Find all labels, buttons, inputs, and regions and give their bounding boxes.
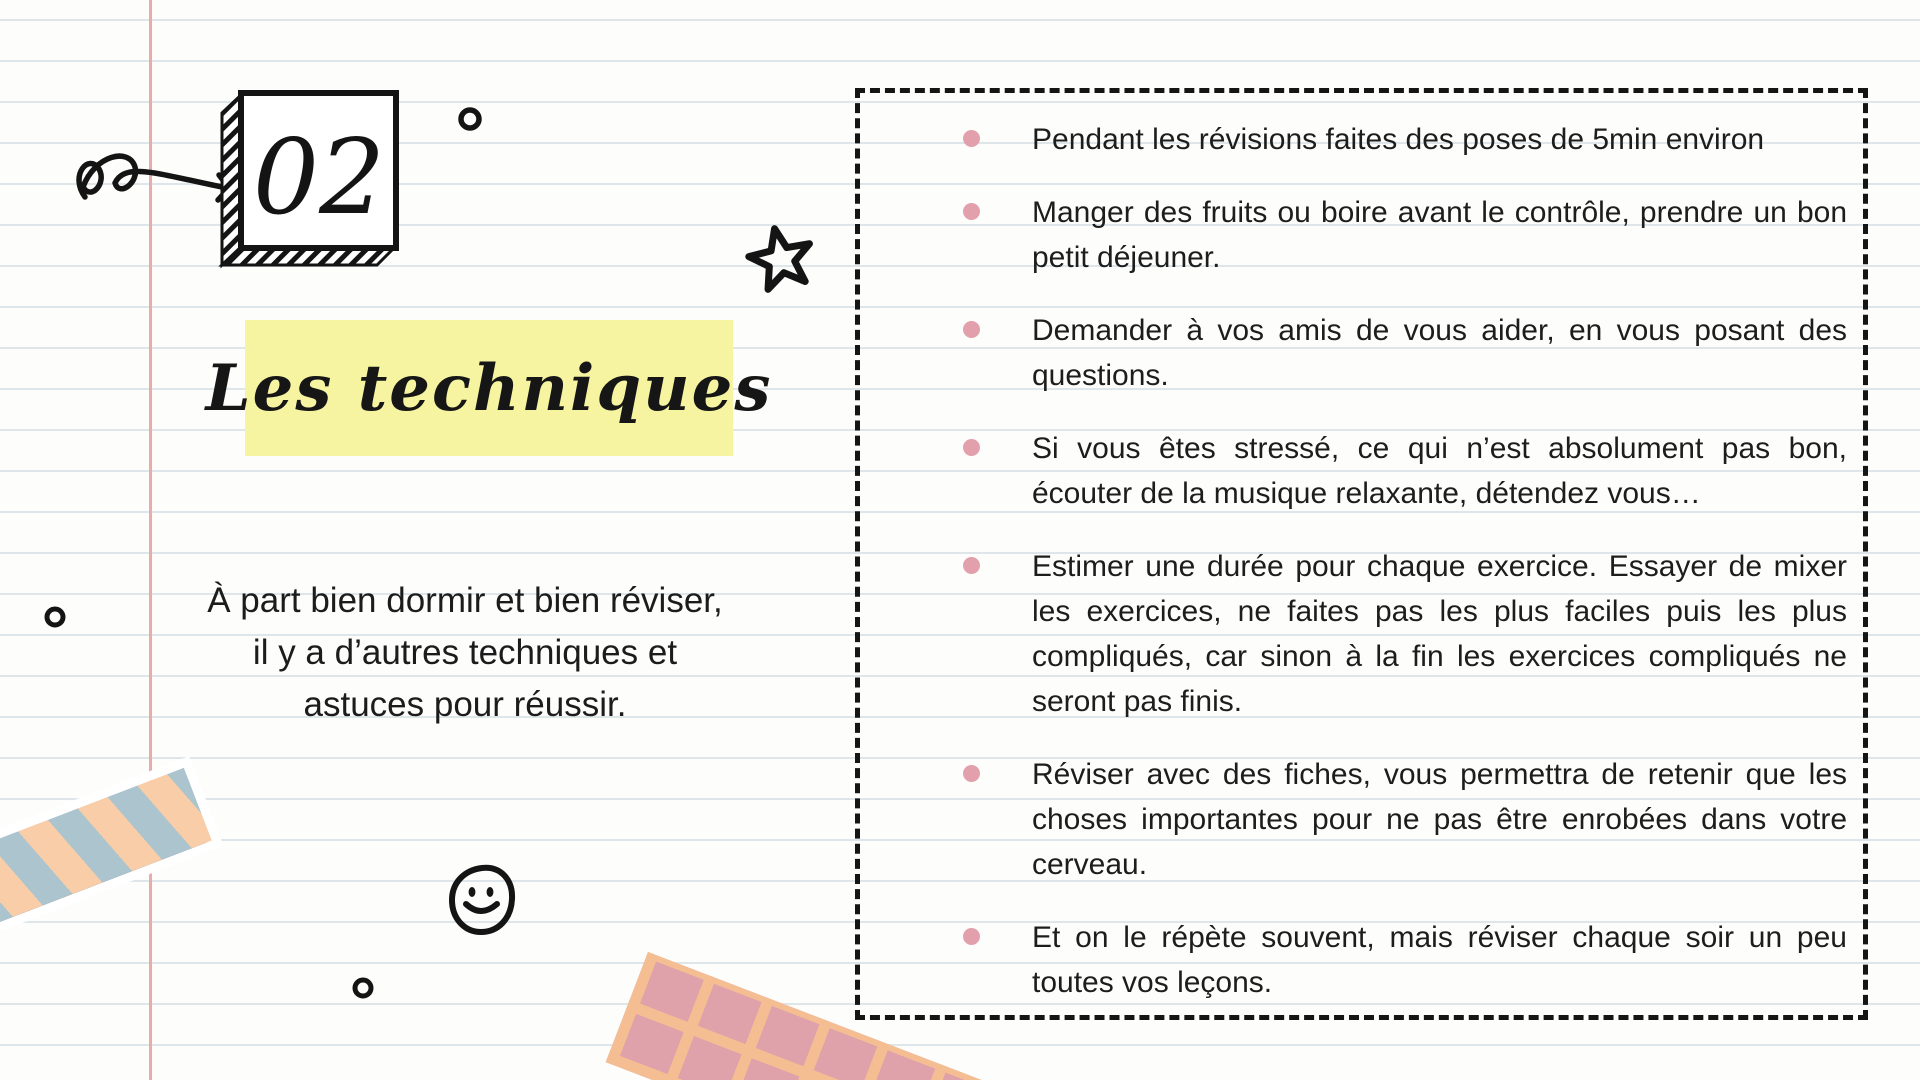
title-highlight <box>205 320 773 456</box>
tip-item <box>860 117 1847 162</box>
intro-text: À part bien dormir et bien réviser, il y a d’autres techniques et astuces pour réussir. <box>207 581 723 724</box>
star-icon <box>738 216 824 302</box>
tip-text: Estimer une durée pour chaque exercice. Essayer de mixer les exercices, ne faites pas les plus faciles puis les plus compliqués, car sinon à la fin les exercices compliqués ne seront pas finis. <box>1032 550 1847 718</box>
bullet-dot <box>963 321 980 338</box>
bullet-dot <box>963 557 980 574</box>
tip-item <box>860 752 1847 887</box>
tip-item <box>860 426 1847 516</box>
circle-doodle-icon <box>456 105 484 133</box>
tip-item <box>860 190 1847 280</box>
page-number-art <box>55 75 425 290</box>
bullet-dot <box>963 439 980 456</box>
tips-list <box>860 93 1863 1005</box>
tip-text: Et on le répète souvent, mais réviser chaque soir un peu toutes vos leçons. <box>1032 921 1847 999</box>
tip-text: Demander à vos amis de vous aider, en vous posant des questions. <box>1032 314 1847 392</box>
circle-doodle-icon <box>42 604 68 630</box>
page-number: 02 <box>252 116 386 238</box>
page-number-box <box>55 75 425 290</box>
tips-panel <box>855 88 1868 1020</box>
bullet-dot <box>963 130 980 147</box>
tip-text: Si vous êtes stressé, ce qui n’est absolument pas bon, écouter de la musique relaxante, détendez vous… <box>1032 432 1847 510</box>
tip-text: Réviser avec des fiches, vous permettra de retenir que les choses importantes pour ne pas être enrobées dans votre cerveau. <box>1032 758 1847 881</box>
squiggle-icon <box>79 156 227 197</box>
tip-item <box>860 308 1847 398</box>
washi-tape-striped <box>0 756 223 940</box>
bullet-dot <box>963 203 980 220</box>
bullet-dot <box>963 928 980 945</box>
slide-title: Les techniques <box>205 350 773 426</box>
bullet-dot <box>963 765 980 782</box>
tip-text: Manger des fruits ou boire avant le contrôle, prendre un bon petit déjeuner. <box>1032 196 1847 274</box>
tip-item <box>860 544 1847 724</box>
smiley-icon <box>446 862 518 938</box>
circle-doodle-icon <box>350 975 376 1001</box>
tip-text: Pendant les révisions faites des poses de 5min environ <box>1032 123 1765 156</box>
tip-item <box>860 915 1847 1005</box>
